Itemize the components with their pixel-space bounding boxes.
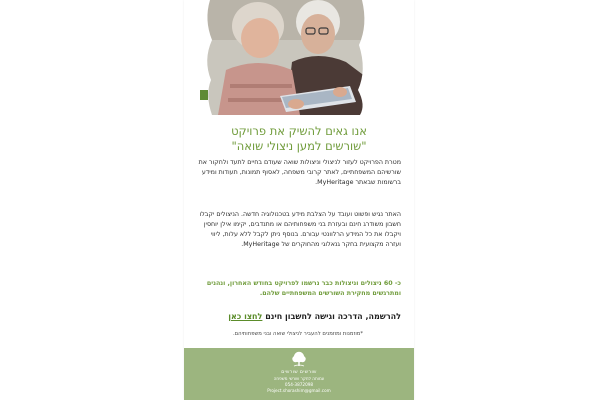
footer-tagline: עמותה לחקר שורשי משפחה [273, 376, 325, 381]
call-to-action [195, 311, 401, 323]
project-details-paragraph: האתר נגיש ופשוט ועובד על הצלבת מידע בטכנולוגיה חדשה. הניצולים יקבלו חשבון משודרג חינם ובעזרת בני משפחותיהם או מתנדבים, יקימו אילן יוחסין ויקבלו את כל המידע הרלוונטי עבורם. בנוסף ניתן לקבל ללא עלות, ליווי ועזרה מקצועית בחקר גנאלוגי מהחוקרים של MyHeritage. [199, 211, 401, 248]
hero-photo [200, 0, 370, 115]
brush-edge-left [200, 0, 220, 115]
hero-image [200, 0, 370, 115]
cta-link[interactable]: לחצו כאן [228, 312, 263, 321]
registration-stat-paragraph: כ- 60 ניצולים וניצולות כבר נרשמו לפרויקט בחודש האחרון, ונהנים ומתרגשים מחקירת השורשים המשפחתיים שלהם. [206, 280, 401, 297]
tree-icon [290, 351, 308, 369]
cta-text: להרשמה, הדרכה וגישה לחשבון חינם [265, 312, 401, 321]
headline-line-2: "שורשים למען ניצולי שואה" [231, 139, 367, 153]
newsletter-card [184, 0, 414, 400]
headline [194, 124, 404, 154]
project-goal-paragraph: מטרת הפרויקט לעזור לניצולי וניצולות שואה שעודם בחיים לתעד ולחקור את שורשיהם המשפחתיים, לאתר קרובי משפחה, לאסוף תמונות, תעודות ומידע ברשומות שבאתר MyHeritage. [198, 159, 401, 186]
footnote: *מוזמנות ומוזמנים להעביר לניצולי שואה ובני משפחותיהם. [232, 331, 364, 337]
headline-line-1: אנו גאים להשיק את פרויקט [231, 124, 367, 138]
footer-phone[interactable]: 054-3872098 [284, 382, 314, 387]
brush-edge-right [350, 0, 370, 115]
footer-email[interactable]: Project.shorashim@gmail.com [267, 388, 331, 393]
footer-org-name: שורשים שורשים [281, 370, 317, 375]
footer [184, 348, 414, 400]
